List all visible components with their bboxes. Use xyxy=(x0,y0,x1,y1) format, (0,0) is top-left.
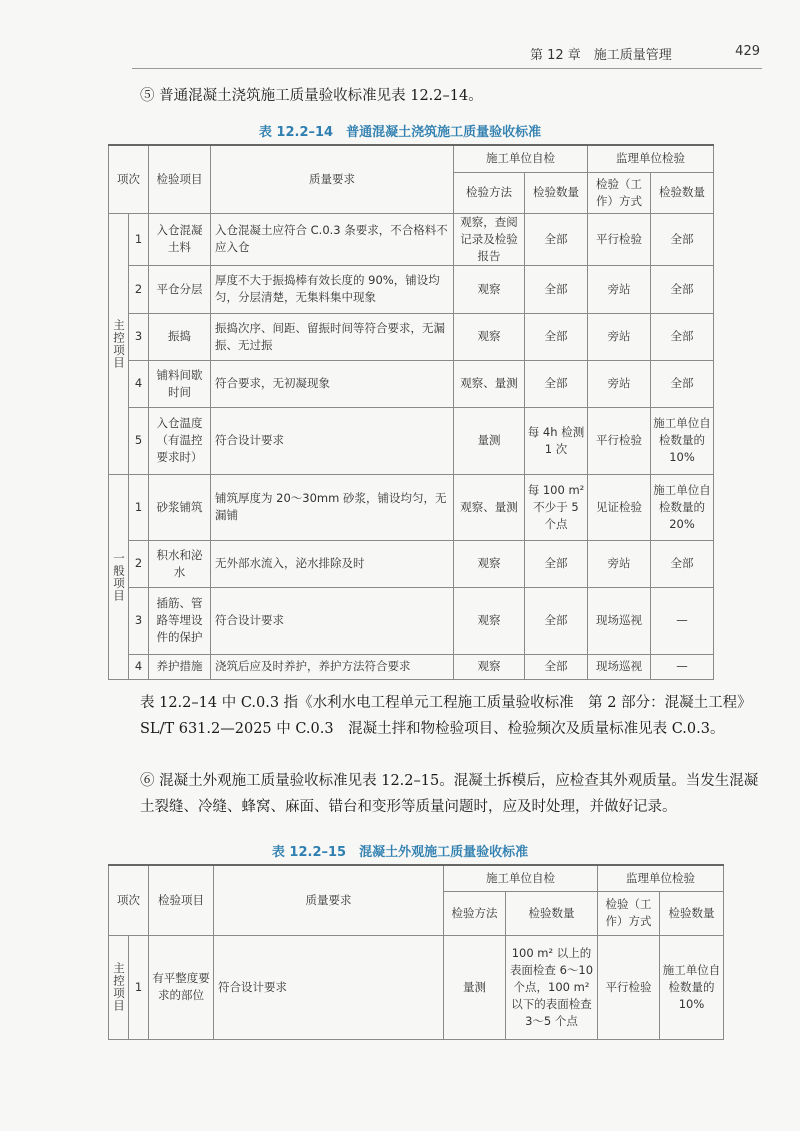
row-qty: 100 m² 以上的表面检查 6～10 个点，100 m² 以下的表面检查 3～5 个点 xyxy=(506,935,598,1039)
row-sup-qty: 施工单位自检数量的 10% xyxy=(660,935,724,1039)
header-rule xyxy=(132,68,762,69)
row-item: 养护措施 xyxy=(149,654,211,679)
row-item: 砂浆铺筑 xyxy=(149,474,211,540)
row-req: 无外部水流入，泌水排除及时 xyxy=(211,540,454,587)
row-no: 1 xyxy=(129,474,149,540)
row-req: 符合设计要求 xyxy=(211,407,454,474)
row-no: 4 xyxy=(129,360,149,407)
row-method: 观察、量测 xyxy=(454,360,525,407)
header-method: 检验方法 xyxy=(454,172,525,213)
row-item: 振捣 xyxy=(149,313,211,360)
row-req: 符合设计要求 xyxy=(214,935,444,1039)
header-supervision-group: 监理单位检验 xyxy=(598,865,724,891)
row-sup-qty: 全部 xyxy=(651,540,714,587)
row-req: 浇筑后应及时养护，养护方法符合要求 xyxy=(211,654,454,679)
table-14-caption: 表 12.2–14 普通混凝土浇筑施工质量验收标准 xyxy=(258,125,542,140)
row-item: 积水和泌水 xyxy=(149,540,211,587)
row-sup-method: 平行检验 xyxy=(588,407,651,474)
table-row xyxy=(109,474,714,540)
row-no: 1 xyxy=(129,213,149,265)
row-sup-method: 旁站 xyxy=(588,540,651,587)
header-supervision-group: 监理单位检验 xyxy=(588,145,714,172)
row-qty: 每 100 m² 不少于 5 个点 xyxy=(525,474,588,540)
row-qty: 全部 xyxy=(525,654,588,679)
header-check-item: 检验项目 xyxy=(149,145,211,213)
chapter-title: 第 12 章 施工质量管理 xyxy=(530,48,672,63)
row-method: 量测 xyxy=(444,935,506,1039)
header-check-item: 检验项目 xyxy=(149,865,214,935)
row-qty: 全部 xyxy=(525,360,588,407)
row-no: 2 xyxy=(129,265,149,313)
header-sup-quantity: 检验数量 xyxy=(651,172,714,213)
row-req: 铺筑厚度为 20～30mm 砂浆，铺设均匀，无漏铺 xyxy=(211,474,454,540)
row-no: 2 xyxy=(129,540,149,587)
row-qty: 全部 xyxy=(525,213,588,265)
row-qty: 全部 xyxy=(525,540,588,587)
header-item-no: 项次 xyxy=(109,865,149,935)
row-item: 有平整度要求的部位 xyxy=(149,935,214,1039)
row-sup-method: 旁站 xyxy=(588,313,651,360)
header-construction-group: 施工单位自检 xyxy=(454,145,588,172)
row-no: 1 xyxy=(129,935,149,1039)
row-no: 4 xyxy=(129,654,149,679)
row-qty: 全部 xyxy=(525,313,588,360)
page-number: 429 xyxy=(735,44,760,59)
row-sup-method: 旁站 xyxy=(588,360,651,407)
row-sup-qty: 全部 xyxy=(651,213,714,265)
row-qty: 每 4h 检测 1 次 xyxy=(525,407,588,474)
row-no: 3 xyxy=(129,587,149,654)
row-req: 入仓混凝土应符合 C.0.3 条要求，不合格料不应入仓 xyxy=(211,213,454,265)
row-req: 符合要求，无初凝现象 xyxy=(211,360,454,407)
row-item: 平仓分层 xyxy=(149,265,211,313)
table-row xyxy=(109,654,714,679)
row-sup-qty: 全部 xyxy=(651,313,714,360)
table-12-2-15 xyxy=(108,864,724,1040)
row-method: 观察 xyxy=(454,587,525,654)
paragraph-note-text: 表 12.2–14 中 C.0.3 指《水利水电工程单元工程施工质量验收标准 第 2 部分：混凝土工程》SL/T 631.2—2025 中 C.0.3 混凝土拌和物检验项目、检验频次及质量标准见表 C.0.3。 xyxy=(140,695,752,737)
row-method: 观察，查阅记录及检验报告 xyxy=(454,213,525,265)
row-no: 3 xyxy=(129,313,149,360)
row-sup-qty: 施工单位自检数量的 10% xyxy=(651,407,714,474)
group-main: 主控项目 xyxy=(109,935,129,1039)
row-req: 振捣次序、间距、留振时间等符合要求，无漏振、无过振 xyxy=(211,313,454,360)
row-sup-method: 现场巡视 xyxy=(588,587,651,654)
row-no: 5 xyxy=(129,407,149,474)
header-quality-req: 质量要求 xyxy=(214,865,444,935)
row-method: 观察 xyxy=(454,654,525,679)
group-main: 主控项目 xyxy=(109,213,129,474)
row-sup-method: 平行检验 xyxy=(598,935,660,1039)
table-12-2-14 xyxy=(108,144,714,680)
paragraph-note-c03 xyxy=(140,690,766,742)
table-15-caption: 表 12.2–15 混凝土外观施工质量验收标准 xyxy=(271,845,529,860)
header-method: 检验方法 xyxy=(444,891,506,935)
table-row xyxy=(109,313,714,360)
header-sup-quantity: 检验数量 xyxy=(660,891,724,935)
row-sup-qty: 施工单位自检数量的 20% xyxy=(651,474,714,540)
paragraph-intro-15-text: ⑥ 混凝土外观施工质量验收标准见表 12.2–15。混凝土拆模后，应检查其外观质量。当发生混凝土裂缝、冷缝、蜂窝、麻面、错台和变形等质量问题时，应及时处理，并做好记录。 xyxy=(140,773,759,815)
row-method: 观察 xyxy=(454,265,525,313)
header-quality-req: 质量要求 xyxy=(211,145,454,213)
header-quantity: 检验数量 xyxy=(506,891,598,935)
row-item: 铺料间歇时间 xyxy=(149,360,211,407)
table-row xyxy=(109,360,714,407)
paragraph-intro-14: ⑤ 普通混凝土浇筑施工质量验收标准见表 12.2–14。 xyxy=(140,88,483,104)
header-quantity: 检验数量 xyxy=(525,172,588,213)
table-row xyxy=(109,213,714,265)
row-item: 入仓温度（有温控要求时） xyxy=(149,407,211,474)
row-method: 观察 xyxy=(454,540,525,587)
row-sup-method: 旁站 xyxy=(588,265,651,313)
table-row xyxy=(109,265,714,313)
row-sup-method: 现场巡视 xyxy=(588,654,651,679)
header-construction-group: 施工单位自检 xyxy=(444,865,598,891)
paragraph-intro-15 xyxy=(140,768,766,820)
table-row xyxy=(109,587,714,654)
row-sup-qty: 全部 xyxy=(651,265,714,313)
row-item: 入仓混凝土料 xyxy=(149,213,211,265)
row-method: 观察、量测 xyxy=(454,474,525,540)
row-qty: 全部 xyxy=(525,265,588,313)
row-sup-qty: — xyxy=(651,587,714,654)
row-req: 厚度不大于振捣棒有效长度的 90%，铺设均匀，分层清楚，无集料集中现象 xyxy=(211,265,454,313)
row-sup-qty: — xyxy=(651,654,714,679)
row-item: 插筋、管路等埋设件的保护 xyxy=(149,587,211,654)
group-general: 一般项目 xyxy=(109,474,129,679)
row-req: 符合设计要求 xyxy=(211,587,454,654)
table-row xyxy=(109,407,714,474)
table-row xyxy=(109,935,724,1039)
header-sup-method: 检验（工作）方式 xyxy=(598,891,660,935)
header-sup-method: 检验（工作）方式 xyxy=(588,172,651,213)
row-method: 观察 xyxy=(454,313,525,360)
header-item-no: 项次 xyxy=(109,145,149,213)
row-qty: 全部 xyxy=(525,587,588,654)
row-sup-method: 平行检验 xyxy=(588,213,651,265)
table-row xyxy=(109,540,714,587)
row-sup-qty: 全部 xyxy=(651,360,714,407)
row-method: 量测 xyxy=(454,407,525,474)
row-sup-method: 见证检验 xyxy=(588,474,651,540)
